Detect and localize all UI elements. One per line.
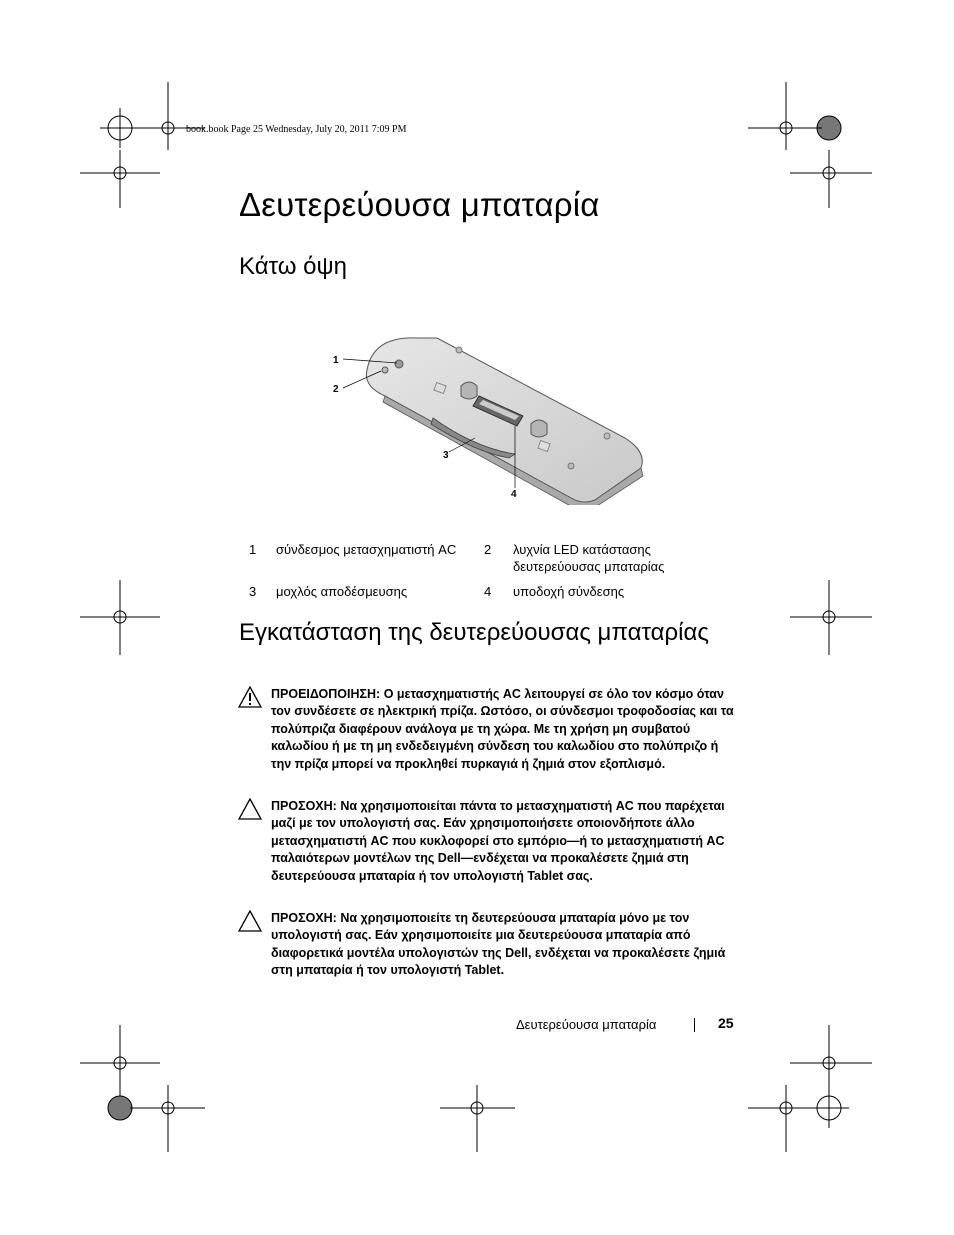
caution-triangle-icon bbox=[238, 910, 262, 932]
legend-number: 3 bbox=[249, 584, 257, 599]
callout-3: 3 bbox=[443, 450, 449, 461]
legend-text: υποδοχή σύνδεσης bbox=[513, 584, 625, 599]
legend-number: 2 bbox=[484, 542, 492, 557]
page-title: Δευτερεύουσα μπαταρία bbox=[239, 186, 600, 223]
legend-row bbox=[243, 582, 743, 604]
caution-text bbox=[271, 798, 739, 885]
battery-bottom-view-illustration bbox=[325, 330, 660, 505]
caution-label: ΠΡΟΣΟΧΗ: bbox=[271, 799, 337, 813]
callout-1: 1 bbox=[333, 355, 339, 366]
caution-text bbox=[271, 910, 739, 980]
section-heading-install: Εγκατάσταση της δευτερεύουσας μπαταρίας bbox=[239, 619, 709, 646]
legend-text: σύνδεσμος μετασχηματιστή AC bbox=[276, 542, 457, 557]
print-info: book.book Page 25 Wednesday, July 20, 2011 7:09 PM bbox=[186, 124, 407, 135]
warning-label: ΠΡΟΕΙΔΟΠΟΙΗΣΗ: bbox=[271, 687, 381, 701]
page-number: 25 bbox=[718, 1015, 734, 1031]
caution-label: ΠΡΟΣΟΧΗ: bbox=[271, 911, 337, 925]
warning-notice bbox=[238, 686, 743, 796]
legend-text: μοχλός αποδέσμευσης bbox=[276, 584, 408, 599]
warning-text bbox=[271, 686, 739, 773]
legend-table bbox=[243, 540, 743, 604]
footer-separator bbox=[694, 1018, 695, 1032]
section-heading-bottom-view: Κάτω όψη bbox=[239, 253, 347, 280]
caution-body: Να χρησιμοποιείται πάντα το μετασχηματιστή AC που παρέχεται μαζί με τον υπολογιστή σας. Εάν χρησιμοποιήσετε οποιονδήποτε άλλο μετασχηματιστή AC που κυκλοφορεί στο εμπόριο—ή το μετασχηματιστή AC παλαιότερων μοντέλων της Dell—ενδέχεται να προκαλέσετε ζημιά στη δευτερεύουσα μπαταρία ή τον υπολογιστή Tablet σας. bbox=[271, 799, 725, 883]
legend-number: 1 bbox=[249, 542, 257, 557]
legend-text: λυχνία LED κατάστασης δευτερεύουσας μπαταρίας bbox=[513, 542, 665, 574]
caution-triangle-icon bbox=[238, 798, 262, 820]
caution-body: Να χρησιμοποιείτε τη δευτερεύουσα μπαταρία μόνο με τον υπολογιστή σας. Εάν χρησιμοποιείτε μια δευτερεύουσα μπαταρία από διαφορετικά μοντέλα υπολογιστών της Dell, ενδέχεται να προκαλέσετε ζημιά στη μπαταρία ή τον υπολογιστή Tablet. bbox=[271, 911, 726, 978]
warning-body: Ο μετασχηματιστής AC λειτουργεί σε όλο τον κόσμο όταν τον συνδέσετε σε ηλεκτρική πρίζα. Ωστόσο, οι σύνδεσμοι τροφοδοσίας και τα πολύπριζα διαφέρουν ανάλογα με τη χώρα. Με τη χρήση μη συμβατού καλωδίου ή με τη μη ενδεδειγμένη σύνδεση του καλωδίου στο πολύπριζο ή την πρίζα μπορεί να προκληθεί πυρκαγιά ή ζημιά στον εξοπλισμό. bbox=[271, 687, 734, 771]
legend-row bbox=[243, 540, 743, 582]
legend-number: 4 bbox=[484, 584, 492, 599]
warning-triangle-icon bbox=[238, 686, 262, 708]
footer-section-title: Δευτερεύουσα μπαταρία bbox=[516, 1017, 657, 1032]
caution-notice bbox=[238, 798, 743, 908]
callout-2: 2 bbox=[333, 384, 339, 395]
callout-4: 4 bbox=[511, 489, 517, 500]
caution-notice bbox=[238, 910, 743, 982]
